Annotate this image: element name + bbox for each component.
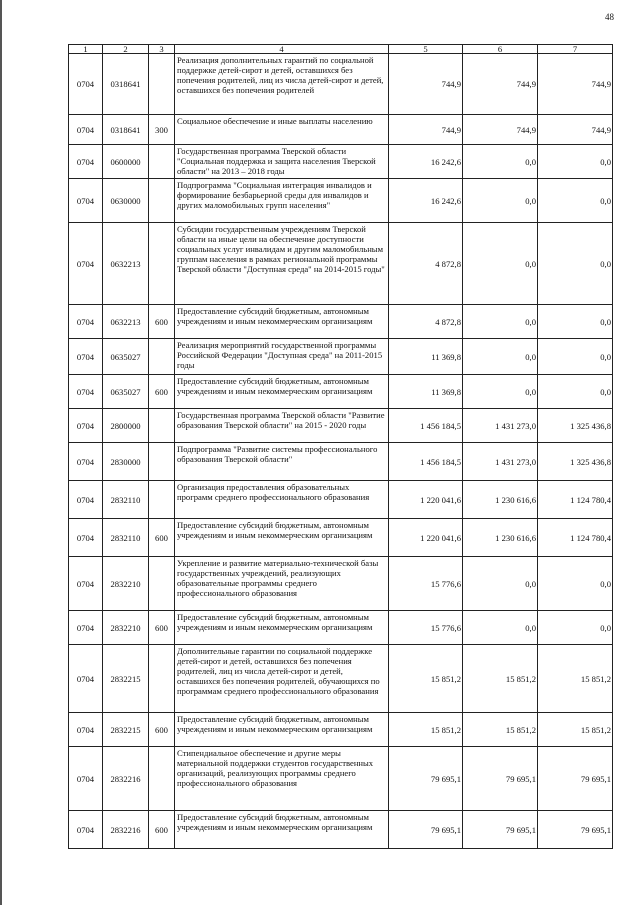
amount-year-1: 1 220 041,6 (389, 519, 463, 557)
amount-year-2: 1 431 273,0 (463, 409, 538, 443)
amount-year-3: 0,0 (538, 305, 613, 339)
amount-year-2: 0,0 (463, 557, 538, 611)
item-name: Предоставление субсидий бюджетным, автономным учреждениям и иным некоммерческим организациям (175, 811, 389, 849)
expense-type: 600 (149, 375, 175, 409)
amount-year-2: 15 851,2 (463, 713, 538, 747)
target-code: 2832110 (103, 481, 149, 519)
section-code: 0704 (69, 811, 103, 849)
item-name: Укрепление и развитие материально-технической базы государственных учреждений, реализующих образовательные программы среднего профессионального образования (175, 557, 389, 611)
amount-year-2: 1 230 616,6 (463, 481, 538, 519)
amount-year-1: 744,9 (389, 54, 463, 115)
section-code: 0704 (69, 305, 103, 339)
expense-type (149, 54, 175, 115)
amount-year-1: 79 695,1 (389, 747, 463, 811)
target-code: 2830000 (103, 443, 149, 481)
expense-type (149, 557, 175, 611)
target-code: 0318641 (103, 115, 149, 145)
target-code: 0630000 (103, 179, 149, 223)
section-code: 0704 (69, 747, 103, 811)
amount-year-2: 0,0 (463, 305, 538, 339)
amount-year-3: 0,0 (538, 557, 613, 611)
amount-year-1: 4 872,8 (389, 305, 463, 339)
amount-year-1: 4 872,8 (389, 223, 463, 305)
item-name: Государственная программа Тверской области "Развитие образования Тверской области" на 2015 - 2020 годы (175, 409, 389, 443)
amount-year-1: 1 456 184,5 (389, 443, 463, 481)
target-code: 0635027 (103, 375, 149, 409)
amount-year-3: 744,9 (538, 115, 613, 145)
item-name: Подпрограмма "Социальная интеграция инвалидов и формирование безбарьерной среды для инвалидов и других маломобильных групп населения" (175, 179, 389, 223)
section-code: 0704 (69, 115, 103, 145)
amount-year-3: 15 851,2 (538, 713, 613, 747)
amount-year-2: 0,0 (463, 339, 538, 375)
header-col-2: 2 (103, 45, 149, 54)
table-row (69, 145, 613, 179)
budget-table-container (68, 44, 612, 849)
table-row (69, 115, 613, 145)
page-number: 48 (605, 12, 614, 22)
amount-year-1: 15 851,2 (389, 713, 463, 747)
expense-type (149, 145, 175, 179)
item-name: Социальное обеспечение и иные выплаты населению (175, 115, 389, 145)
expense-type (149, 179, 175, 223)
item-name: Предоставление субсидий бюджетным, автономным учреждениям и иным некоммерческим организациям (175, 713, 389, 747)
item-name: Предоставление субсидий бюджетным, автономным учреждениям и иным некоммерческим организациям (175, 611, 389, 645)
amount-year-1: 15 776,6 (389, 611, 463, 645)
amount-year-2: 0,0 (463, 375, 538, 409)
table-body (69, 54, 613, 849)
expense-type: 300 (149, 115, 175, 145)
amount-year-2: 79 695,1 (463, 811, 538, 849)
section-code: 0704 (69, 179, 103, 223)
amount-year-3: 0,0 (538, 223, 613, 305)
item-name: Организация предоставления образовательных программ среднего профессионального образования (175, 481, 389, 519)
target-code: 0600000 (103, 145, 149, 179)
amount-year-3: 79 695,1 (538, 811, 613, 849)
amount-year-2: 15 851,2 (463, 645, 538, 713)
section-code: 0704 (69, 375, 103, 409)
item-name: Предоставление субсидий бюджетным, автономным учреждениям и иным некоммерческим организациям (175, 305, 389, 339)
amount-year-3: 15 851,2 (538, 645, 613, 713)
table-row (69, 223, 613, 305)
amount-year-1: 16 242,6 (389, 179, 463, 223)
amount-year-3: 0,0 (538, 375, 613, 409)
section-code: 0704 (69, 481, 103, 519)
amount-year-1: 11 369,8 (389, 375, 463, 409)
amount-year-1: 744,9 (389, 115, 463, 145)
amount-year-2: 0,0 (463, 223, 538, 305)
item-name: Предоставление субсидий бюджетным, автономным учреждениям и иным некоммерческим организациям (175, 375, 389, 409)
item-name: Дополнительные гарантии по социальной поддержке детей-сирот и детей, оставшихся без попечения родителей, лиц из числа детей-сирот и детей, оставшихся без попечения родителей, обучающихся по программам среднего профессионального образования (175, 645, 389, 713)
header-col-3: 3 (149, 45, 175, 54)
amount-year-2: 744,9 (463, 54, 538, 115)
expense-type (149, 339, 175, 375)
amount-year-3: 1 325 436,8 (538, 409, 613, 443)
table-row (69, 519, 613, 557)
header-col-7: 7 (538, 45, 613, 54)
amount-year-1: 15 851,2 (389, 645, 463, 713)
section-code: 0704 (69, 611, 103, 645)
amount-year-1: 15 776,6 (389, 557, 463, 611)
expense-type: 600 (149, 305, 175, 339)
table-row (69, 811, 613, 849)
table-row (69, 611, 613, 645)
target-code: 2832110 (103, 519, 149, 557)
item-name: Реализация дополнительных гарантий по социальной поддержке детей-сирот и детей, оставшихся без попечения родителей, лиц из числа детей-сирот и детей, оставшихся без попечения родителей (175, 54, 389, 115)
table-row (69, 747, 613, 811)
expense-type (149, 409, 175, 443)
target-code: 2800000 (103, 409, 149, 443)
amount-year-3: 1 124 780,4 (538, 519, 613, 557)
amount-year-1: 1 220 041,6 (389, 481, 463, 519)
section-code: 0704 (69, 713, 103, 747)
expense-type (149, 481, 175, 519)
amount-year-1: 11 369,8 (389, 339, 463, 375)
item-name: Государственная программа Тверской области "Социальная поддержка и защита населения Тверской области" на 2013 – 2018 годы (175, 145, 389, 179)
expense-type: 600 (149, 611, 175, 645)
target-code: 2832210 (103, 611, 149, 645)
header-row (69, 45, 613, 54)
amount-year-3: 1 124 780,4 (538, 481, 613, 519)
amount-year-2: 0,0 (463, 611, 538, 645)
section-code: 0704 (69, 409, 103, 443)
table-row (69, 713, 613, 747)
expense-type (149, 645, 175, 713)
table-row (69, 481, 613, 519)
header-col-1: 1 (69, 45, 103, 54)
amount-year-3: 0,0 (538, 339, 613, 375)
target-code: 2832215 (103, 645, 149, 713)
item-name: Реализация мероприятий государственной программы Российской Федерации "Доступная среда" на 2011-2015 годы (175, 339, 389, 375)
target-code: 0318641 (103, 54, 149, 115)
header-col-5: 5 (389, 45, 463, 54)
amount-year-3: 0,0 (538, 179, 613, 223)
expense-type (149, 747, 175, 811)
item-name: Стипендиальное обеспечение и другие меры материальной поддержки студентов государственных организаций, реализующих программы среднего профессионального образования (175, 747, 389, 811)
section-code: 0704 (69, 54, 103, 115)
amount-year-3: 79 695,1 (538, 747, 613, 811)
section-code: 0704 (69, 443, 103, 481)
amount-year-2: 79 695,1 (463, 747, 538, 811)
amount-year-2: 1 230 616,6 (463, 519, 538, 557)
item-name: Предоставление субсидий бюджетным, автономным учреждениям и иным некоммерческим организациям (175, 519, 389, 557)
table-row (69, 443, 613, 481)
target-code: 2832215 (103, 713, 149, 747)
amount-year-2: 0,0 (463, 179, 538, 223)
amount-year-3: 0,0 (538, 145, 613, 179)
target-code: 2832210 (103, 557, 149, 611)
item-name: Подпрограмма "Развитие системы профессионального образования Тверской области" (175, 443, 389, 481)
expense-type: 600 (149, 811, 175, 849)
target-code: 0632213 (103, 305, 149, 339)
amount-year-2: 0,0 (463, 145, 538, 179)
table-row (69, 179, 613, 223)
target-code: 2832216 (103, 811, 149, 849)
table-row (69, 557, 613, 611)
section-code: 0704 (69, 519, 103, 557)
item-name: Субсидии государственным учреждениям Тверской области на иные цели на обеспечение доступности социальных услуг инвалидам и другим маломобильным группам населения в рамках региональной программы Тверской области "Доступная среда" на 2014-2015 годы" (175, 223, 389, 305)
expense-type (149, 223, 175, 305)
table-row (69, 375, 613, 409)
amount-year-3: 1 325 436,8 (538, 443, 613, 481)
section-code: 0704 (69, 223, 103, 305)
target-code: 0632213 (103, 223, 149, 305)
section-code: 0704 (69, 339, 103, 375)
expense-type (149, 443, 175, 481)
amount-year-3: 0,0 (538, 611, 613, 645)
budget-table (68, 44, 613, 849)
expense-type: 600 (149, 713, 175, 747)
expense-type: 600 (149, 519, 175, 557)
table-row (69, 54, 613, 115)
amount-year-1: 1 456 184,5 (389, 409, 463, 443)
header-col-4: 4 (175, 45, 389, 54)
target-code: 0635027 (103, 339, 149, 375)
amount-year-1: 16 242,6 (389, 145, 463, 179)
table-row (69, 339, 613, 375)
amount-year-1: 79 695,1 (389, 811, 463, 849)
table-row (69, 305, 613, 339)
amount-year-3: 744,9 (538, 54, 613, 115)
target-code: 2832216 (103, 747, 149, 811)
amount-year-2: 1 431 273,0 (463, 443, 538, 481)
section-code: 0704 (69, 145, 103, 179)
section-code: 0704 (69, 557, 103, 611)
table-row (69, 645, 613, 713)
section-code: 0704 (69, 645, 103, 713)
header-col-6: 6 (463, 45, 538, 54)
amount-year-2: 744,9 (463, 115, 538, 145)
scan-left-edge (0, 0, 2, 905)
table-row (69, 409, 613, 443)
